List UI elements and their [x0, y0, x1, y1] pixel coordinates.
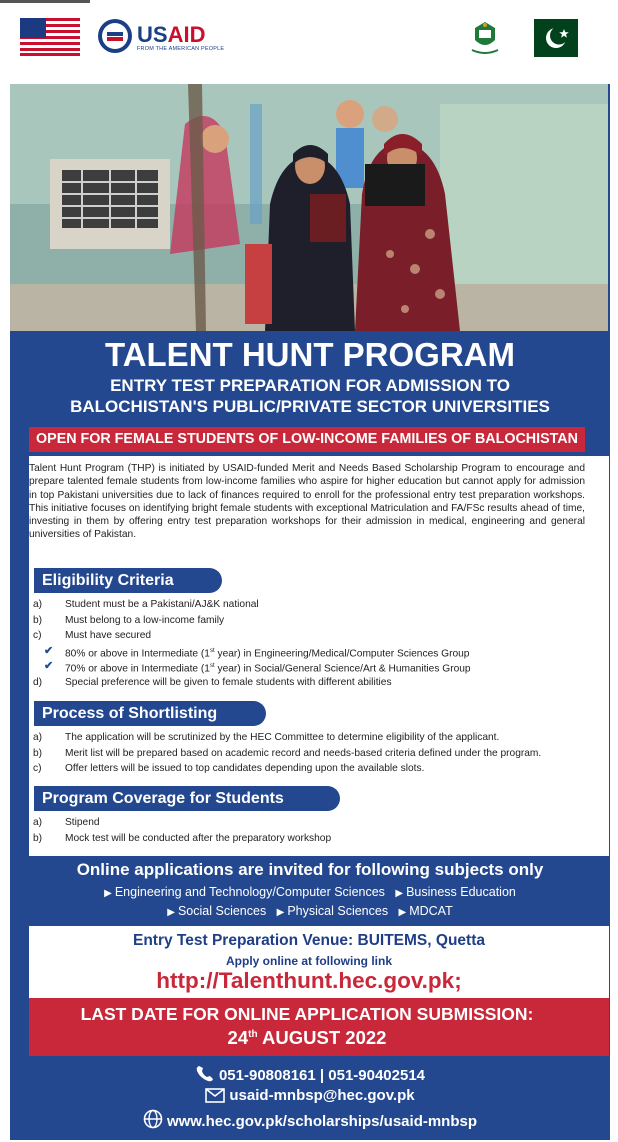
checkmark-icon: ✔ [44, 644, 54, 657]
shortlisting-heading: Process of Shortlisting [34, 701, 266, 726]
usaid-logo-text: USAID [137, 22, 206, 47]
subjects-heading: Online applications are invited for following subjects only [76, 860, 544, 879]
subjects-row-1 [10, 885, 610, 899]
intro-paragraph: Talent Hunt Program (THP) is initiated by USAID-funded Merit and Needs Based Scholarship Program to encourage and prepare talented female students from low-income families who aspire for higher education but cannot apply for admission in top Pakistani universities due to lack of finances required to enroll for the professional entry test preparation workshops. This initiative focuses on identifying bright female students with exceptional Matriculation and FA/FSc results ahead of time, investing in them by offering entry test preparation workshops for their admission in medical, engineering and general universities of Pakistan. [29, 463, 585, 541]
triangle-bullet-icon: ▶ [167, 907, 175, 918]
usaid-tagline: FROM THE AMERICAN PEOPLE [137, 46, 225, 52]
subject-item: MDCAT [409, 904, 453, 918]
subject-item: Engineering and Technology/Computer Sciences [114, 885, 385, 899]
usaid-seal-icon [97, 18, 133, 54]
subject-item: Business Education [406, 885, 516, 899]
eligibility-banner: OPEN FOR FEMALE STUDENTS OF LOW-INCOME FAMILIES OF BALOCHISTAN [29, 427, 585, 452]
subjects-row-2 [10, 904, 610, 918]
triangle-bullet-icon: ▶ [398, 907, 407, 918]
students-photo [10, 84, 608, 331]
checkmark-icon: ✔ [44, 660, 54, 672]
eligibility-heading: Eligibility Criteria [34, 568, 222, 593]
deadline-date: 24th AUGUST 2022 [227, 1027, 387, 1048]
contact-website: www.hec.gov.pk/scholarships/usaid-mnbsp [10, 1109, 610, 1130]
us-flag-icon [20, 18, 80, 56]
triangle-bullet-icon: ▶ [276, 907, 285, 918]
program-title: TALENT HUNT PROGRAM [104, 336, 516, 373]
contact-email: usaid-mnbsp@hec.gov.pk [10, 1087, 610, 1104]
apply-caption: Apply online at following link [226, 954, 392, 968]
pakistan-flag-icon [520, 19, 578, 57]
triangle-bullet-icon: ▶ [395, 888, 404, 899]
triangle-bullet-icon: ▶ [104, 888, 112, 899]
deadline-label: LAST DATE FOR ONLINE APPLICATION SUBMISSION: [80, 1004, 534, 1024]
application-link[interactable]: http://Talenthunt.hec.gov.pk; [156, 968, 462, 993]
top-rule [0, 0, 90, 3]
mail-icon [205, 1088, 225, 1103]
phone-icon [195, 1065, 215, 1083]
pakistan-emblem-icon [468, 20, 502, 56]
top-strip [0, 0, 618, 8]
program-subtitle-line2: BALOCHISTAN'S PUBLIC/PRIVATE SECTOR UNIVERSITIES [70, 397, 550, 416]
contact-phones: 051-90808161 | 051-90402514 [10, 1065, 610, 1084]
coverage-heading: Program Coverage for Students [34, 786, 340, 811]
globe-icon [143, 1109, 163, 1129]
subject-item: Physical Sciences [287, 904, 389, 918]
subject-item: Social Sciences [177, 904, 267, 918]
program-subtitle-line1: ENTRY TEST PREPARATION FOR ADMISSION TO [110, 376, 510, 395]
venue-title: Entry Test Preparation Venue: BUITEMS, Quetta [133, 932, 485, 949]
